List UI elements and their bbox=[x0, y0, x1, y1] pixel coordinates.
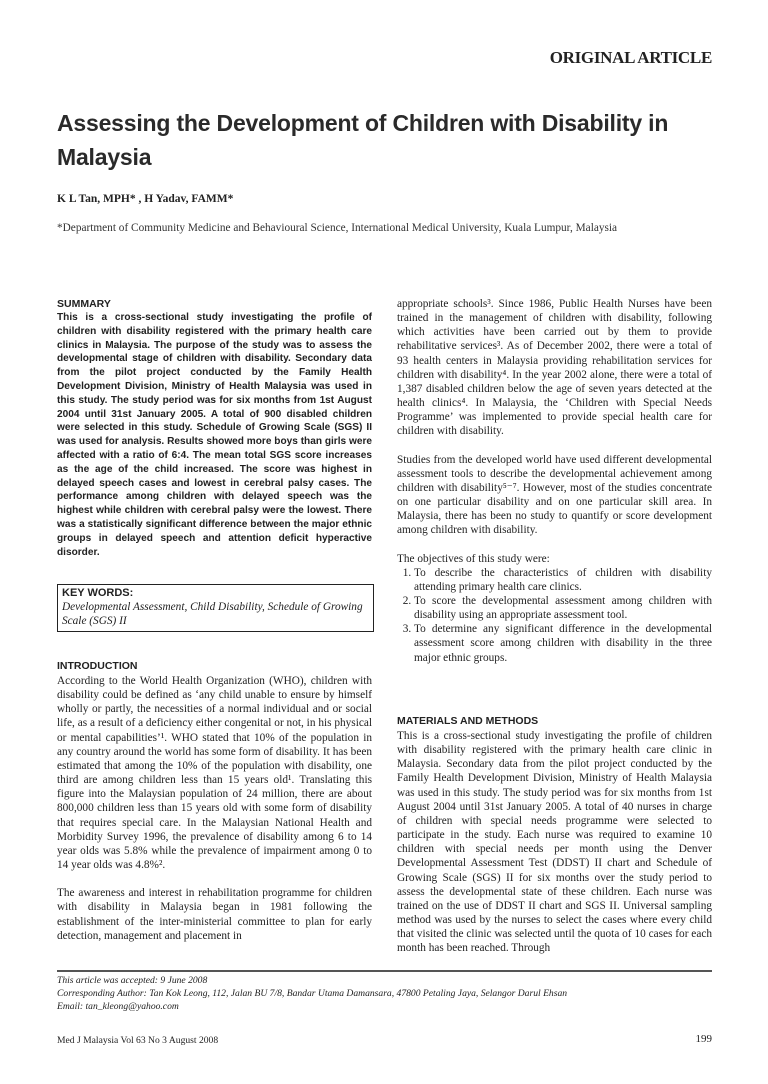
objective-item: 3. To determine any significant difference in the developmental assessment score among children with disability in the three major ethnic groups. bbox=[414, 622, 712, 664]
corresponding-author: Corresponding Author: Tan Kok Leong, 112, Jalan BU 7/8, Bandar Utama Damansara, 47800 Petaling Jaya, Selangor Darul Ehsan bbox=[57, 988, 568, 999]
journal-citation: Med J Malaysia Vol 63 No 3 August 2008 bbox=[57, 1035, 219, 1046]
paragraph: The awareness and interest in rehabilitation programme for children with disability in Malaysia began in 1981 following the establishment of the inter-ministerial committee to plan for early detection, management and placement in bbox=[57, 887, 372, 942]
keywords-box bbox=[57, 584, 374, 632]
paragraph: appropriate schools³. Since 1986, Public Health Nurses have been trained in the management of children with disability, following which activities have been carried out by them to provide rehabilitative services³. As of December 2002, there were a total of 93 health centers in Malaysia providing rehabilitation services for children with disability⁴. In the year 2002 alone, there were a total of 1,387 disabled children below the age of seven years detected at the health clinics⁴. In Malaysia, the ‘Children with Special Needs Programme’ was implemented to provide special health care for children with disability. bbox=[397, 298, 712, 438]
accepted-date: This article was accepted: 9 June 2008 bbox=[57, 975, 208, 986]
introduction-continued bbox=[397, 297, 712, 665]
keywords-heading: KEY WORDS: bbox=[62, 587, 134, 599]
objective-item: 1. To describe the characteristics of children with disability attending primary health care clinics. bbox=[414, 566, 712, 594]
methods-text: This is a cross-sectional study investigating the profile of children with disability registered with the primary health care clinic in Malaysia. Secondary data from the pilot project conducted by the Family Health Development Division, Ministry of Health Malaysia was used in this study. The study period was for six months from 1st August 2004 until 31st January 2005. A total of 40 nurses in charge of children with special needs programme were selected to participate in the study. Each nurse was required to examine 10 children with special needs per month using the Denver Developmental Assessment Test (DDST) II chart and Schedule of Growing Scale (SGS) II for six months over the study period to assess the developmental state of these children. Each nurse was trained on the use of DDST II chart and SGS II. Universal sampling method was used by the nurses to select the cases where every child that visited the clinic was selected until the quota of 10 cases for each month has been reached. Through bbox=[397, 730, 712, 955]
summary-heading: SUMMARY bbox=[57, 298, 111, 310]
keywords-text: Developmental Assessment, Child Disability, Schedule of Growing Scale (SGS) II bbox=[62, 601, 363, 627]
objectives-list bbox=[397, 566, 712, 665]
affiliation: *Department of Community Medicine and Behavioural Science, International Medical University, Kuala Lumpur, Malaysia bbox=[57, 222, 618, 234]
summary-text: This is a cross-sectional study investigating the profile of children with disability registered with the primary health care clinics in Malaysia. The purpose of the study was to assess the developmental stage of children with disability. Secondary data from the pilot project conducted by the Family Health Development Division, Ministry of Health Malaysia was used in this study. The study period was for six months from 1st August 2004 until 31st January 2005. A total of 900 disabled children were selected in this study. Schedule of Growing Scale (SGS) II was used for analysis. Results showed more boys than girls were affected with a ratio of 6:4. The mean total SGS score increases as the age of the child increased. The score was highest in delayed speech cases and lowest in cerebral palsy cases. The performance among children with delayed speech was the highest while children with cerebral palsy were the lowest. There was a statistically significant difference between the major ethnic groups in delayed speech and attention deficit hyperactive disorder. bbox=[57, 312, 372, 558]
authors: K L Tan, MPH* , H Yadav, FAMM* bbox=[57, 193, 234, 205]
paragraph: Studies from the developed world have used different developmental assessment tools to describe the developmental achievement among children with disability⁵⁻⁷. However, most of the studies concentrate on one particular disability and on one particular skill area. In Malaysia, there has been no study to quantify or score development among children with disability. bbox=[397, 453, 712, 537]
author-email[interactable]: Email: tan_kleong@yahoo.com bbox=[57, 1001, 179, 1012]
summary-section bbox=[57, 298, 372, 559]
objectives-intro: The objectives of this study were: bbox=[397, 552, 550, 565]
objective-item: 2. To score the developmental assessment among children with disability using an appropriate assessment tool. bbox=[414, 594, 712, 622]
article-title: Assessing the Development of Children with Disability in Malaysia bbox=[57, 110, 669, 170]
introduction-section bbox=[57, 660, 372, 943]
paragraph: According to the World Health Organization (WHO), children with disability could be defined as ‘any child unable to ensure by himself wholly or partly, the necessities of a normal individual and or social life, as a result of a deficiency either congenital or not, in his physical or mental capabilities’¹. WHO stated that 10% of the population in any country around the world has some form of disability. It has been estimated that among the 10% of the population with disability, one third are among children less than 15 years old¹. Translating this figure into the Malaysian population of 24 million, there are about 800,000 children less than 15 years old with some form of disability that requires special care. In the Malaysian National Health and Morbidity Survey 1996, the prevalence of disability among 6 to 14 year olds was 5.8% while the prevalence of impairment among 0 to 14 year olds was 4.8%². bbox=[57, 675, 372, 872]
article-type-label: ORIGINAL ARTICLE bbox=[549, 48, 712, 67]
introduction-heading: INTRODUCTION bbox=[57, 660, 138, 672]
footer-divider bbox=[57, 970, 712, 972]
methods-heading: MATERIALS AND METHODS bbox=[397, 715, 539, 727]
methods-section bbox=[397, 715, 712, 956]
page-number: 199 bbox=[695, 1033, 712, 1045]
